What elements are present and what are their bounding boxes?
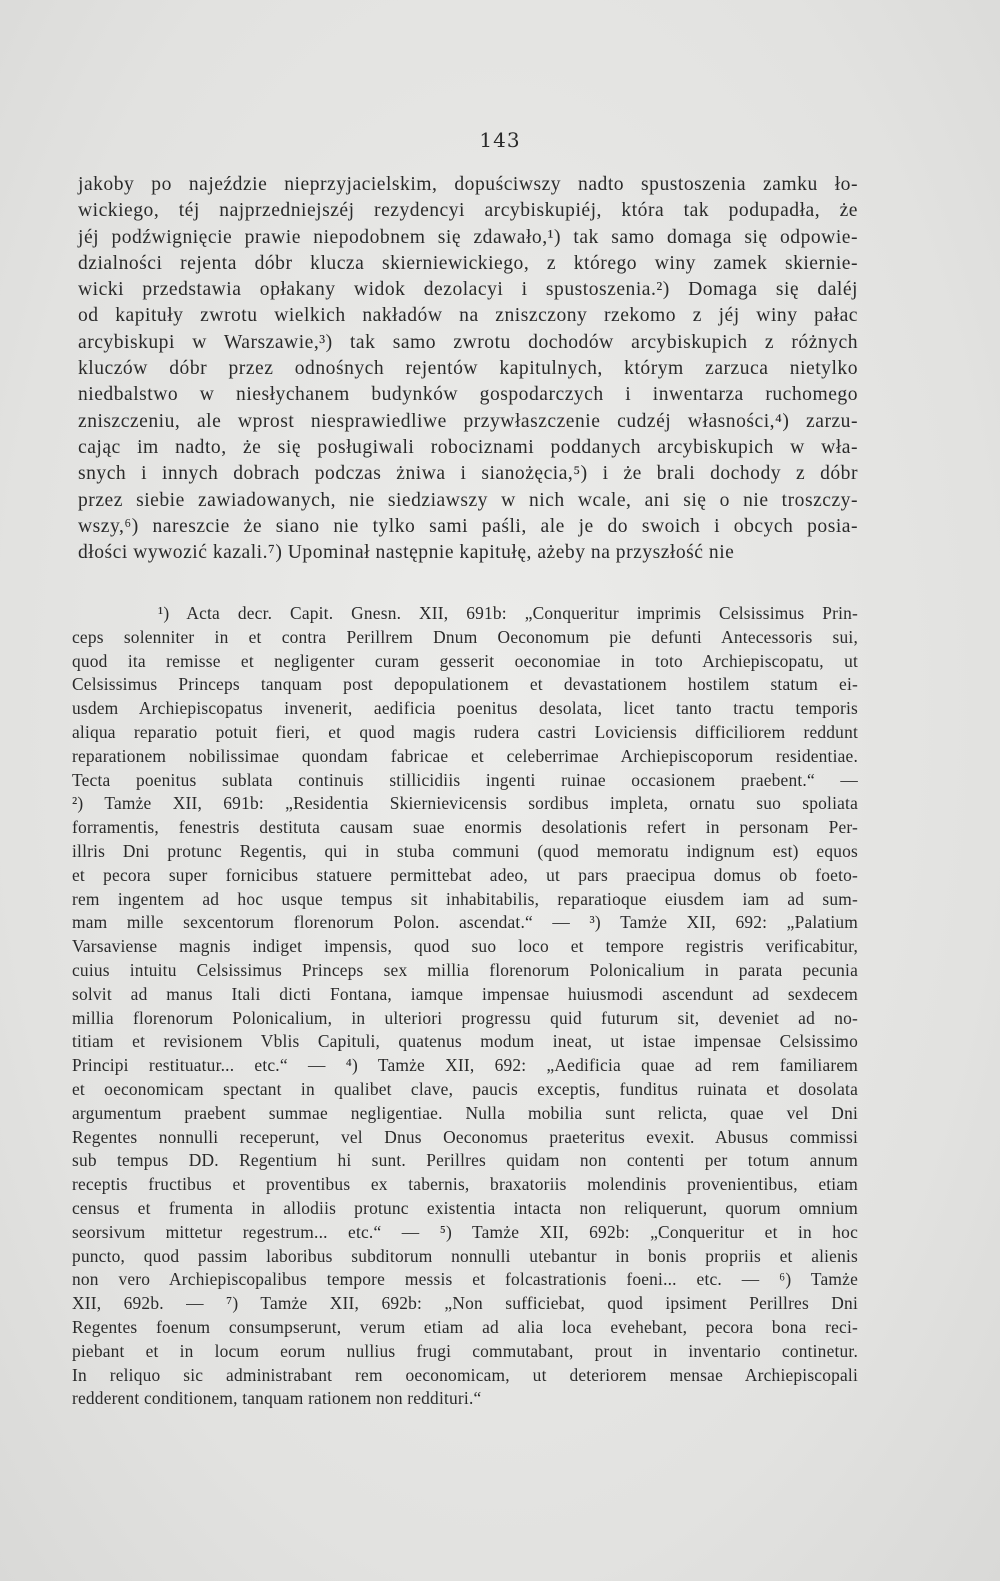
main-text: [78, 172, 858, 566]
text-line: snych i innych dobrach podczas żniwa i sianożęcia,⁵) i że brali dochody z dóbr: [78, 463, 858, 485]
text-line: dzialności rejenta dóbr klucza skierniewickiego, z którego winy zamek skiernie-: [78, 252, 858, 274]
footnote-line: Tecta poenitus sublata continuis stillicidiis ingenti ruinae occasionem praebent.“ —: [72, 769, 858, 790]
footnote-line: et oeconomicam spectant in qualibet clave, paucis exceptis, funditus ruinata et dosolata: [72, 1078, 858, 1099]
footnote-line: solvit ad manus Itali dicti Fontana, iamque impensae huiusmodi ascendunt ad sexdecem: [72, 983, 858, 1004]
footnote-line: argumentum praebent summae negligentiae. Nulla mobilia sunt relicta, quae vel Dni: [72, 1102, 858, 1123]
footnote-line: receptis fructibus et proventibus ex tabernis, braxatoriis molendinis provenientibus, etiam: [72, 1174, 858, 1195]
text-line: dłości wywozić kazali.⁷) Upominał następnie kapitułę, ażeby na przyszłość nie: [78, 542, 735, 564]
footnote-line: aliqua reparatio potuit fieri, et quod magis rudera castri Loviciensis difficiliorem reddunt: [72, 721, 858, 742]
footnote-line: puncto, quod passim laboribus subditorum nonnulli utebantur in bonis propriis et alienis: [72, 1245, 858, 1266]
footnote-line: et pecora super fornicibus statuere permittebat adeo, ut pars praecipua domus ob foeto-: [72, 864, 858, 885]
footnote-line: Principi restituatur... etc.“ — ⁴) Tamże XII, 692: „Aedificia quae ad rem familiarem: [72, 1055, 858, 1076]
footnote-line: census et frumenta in allodiis protunc existentia intacta non reliquerunt, quorum omnium: [72, 1197, 858, 1218]
text-line: niedbalstwo w niesłychanem budynków gospodarczych i inwentarza ruchomego: [78, 384, 858, 406]
text-line: wszy,⁶) nareszcie że siano nie tylko sami paśli, ale je do swoich i obcych posia-: [78, 515, 858, 537]
text-line: wickiego, téj najprzedniejszéj rezydencyi arcybiskupiéj, która tak podupadła, że: [78, 200, 858, 222]
text-line: wicki przedstawia opłakany widok dezolacyi i spustoszenia.²) Domaga się daléj: [78, 279, 858, 301]
text-line: jakoby po najeździe nieprzyjacielskim, dopuściwszy nadto spustoszenia zamku ło-: [78, 174, 858, 195]
footnotes: [72, 602, 858, 1411]
footnote-line: non vero Archiepiscopalibus tempore messis et folcastrationis foeni... etc. — ⁶) Tamże: [72, 1269, 858, 1290]
footnote-line: millia florenorum Polonicalium, in ulteriori progressu quid futurum sit, deveniet ad no-: [72, 1007, 858, 1028]
footnote-line: forramentis, fenestris destituta causam suae enormis desolationis refert in personam Per-: [72, 817, 858, 838]
footnote-line: titiam et revisionem Vblis Capituli, quatenus modum ineat, ut istae impensae Celsissimo: [72, 1031, 858, 1052]
footnote-line: redderent conditionem, tanquam rationem non redditurі.“: [72, 1388, 482, 1409]
footnote-line: In reliquo sic administrabant rem oeconomicam, ut deteriorem mensae Archiepiscopali: [72, 1364, 858, 1385]
footnote-line: sub tempus DD. Regentium hi sunt. Perillres quidam non contenti per totum annum: [72, 1150, 858, 1171]
footnote-line: usdem Archiepiscopatus invenerit, aedificia poenitus desolata, licet tanto tractu temporis: [72, 698, 858, 719]
footnote-line: quod ita remisse et negligenter curam gesserit oeconomiae in toto Archiepiscopatu, ut: [72, 650, 858, 671]
footnote-line: Celsissimus Princeps tanquam post depopulationem et devastationem hostilem statum ei-: [72, 674, 858, 695]
footnote-line: cuius intuitu Celsissimus Princeps sex millia florenorum Polonicalium in parata pecunia: [72, 959, 858, 980]
footnote-line: ceps solenniter in et contra Perillrem Dnum Oeconomum pie defunti Antecessoris sui,: [72, 626, 858, 647]
text-line: arcybiskupi w Warszawie,³) tak samo zwrotu dochodów arcybiskupich z różnych: [78, 331, 858, 353]
text-line: od kapituły zwrotu wielkich nakładów na zniszczony rzekomo z jéj winy pałac: [78, 305, 858, 327]
footnote-line: seorsivum mittetur regestrum... etc.“ — ⁵) Tamże XII, 692b: „Conqueritur et in hoc: [72, 1221, 858, 1242]
footnote-line: illris Dni protunc Regentis, qui in stuba communi (quod memoratu indignum est) equos: [72, 840, 858, 861]
footnote-line: piebant et in locum eorum nullius frugi commutabant, prout in inventario continetur.: [72, 1340, 858, 1361]
footnote-line: Varsaviense magnis indiget impensis, quod suo loco et tempore registris verificabitur,: [72, 936, 858, 957]
page-number: 143: [479, 128, 521, 152]
text-line: jéj podźwignięcie prawie niepodobnem się zdawało,¹) tak samo domaga się odpowie-: [78, 226, 858, 248]
footnote-line: ²) Tamże XII, 691b: „Residentia Skiernievicensis sordibus impleta, ornatu suo spoliata: [72, 793, 858, 814]
footnote-line: Regentes foenum consumpserunt, verum etiam ad alia loca evehebant, pecora bona reci-: [72, 1316, 858, 1337]
text-line: przez siebie zawiadowanych, nie siedziawszy w nich wcale, ani się o nie troszczy-: [78, 489, 858, 511]
footnote-line: rem ingentem ad hoc usque tempus sit inhabitabilis, reparatioque eiusdem iam ad sum-: [72, 888, 858, 909]
text-line: kluczów dóbr przez odnośnych rejentów kapitulnych, którym zarzuca nietylko: [78, 358, 858, 380]
footnote-line: ¹) Acta decr. Capit. Gnesn. XII, 691b: „Conqueritur imprimis Celsissimus Prin-: [158, 603, 858, 623]
text-line: zniszczeniu, ale wprost niesprawiedliwe przywłaszczenie cudzéj własności,⁴) zarzu-: [78, 410, 858, 432]
footnote-line: mam mille sexcentorum florenorum Polon. ascendat.“ — ³) Tamże XII, 692: „Palatium: [72, 912, 858, 933]
footnote-line: XII, 692b. — ⁷) Tamże XII, 692b: „Non sufficiebat, quod ipsiment Perillres Dni: [72, 1293, 858, 1314]
footnote-line: reparationem nobilissimae quondam fabricae et celeberrimae Archiepiscoporum residentiae.: [72, 745, 858, 766]
text-line: cając im nadto, że się posługiwali robociznami poddanych arcybiskupich w wła-: [78, 436, 858, 458]
footnote-line: Regentes nonnulli receperunt, vel Dnus Oeconomus praeteritus evexit. Abusus commissi: [72, 1126, 858, 1147]
